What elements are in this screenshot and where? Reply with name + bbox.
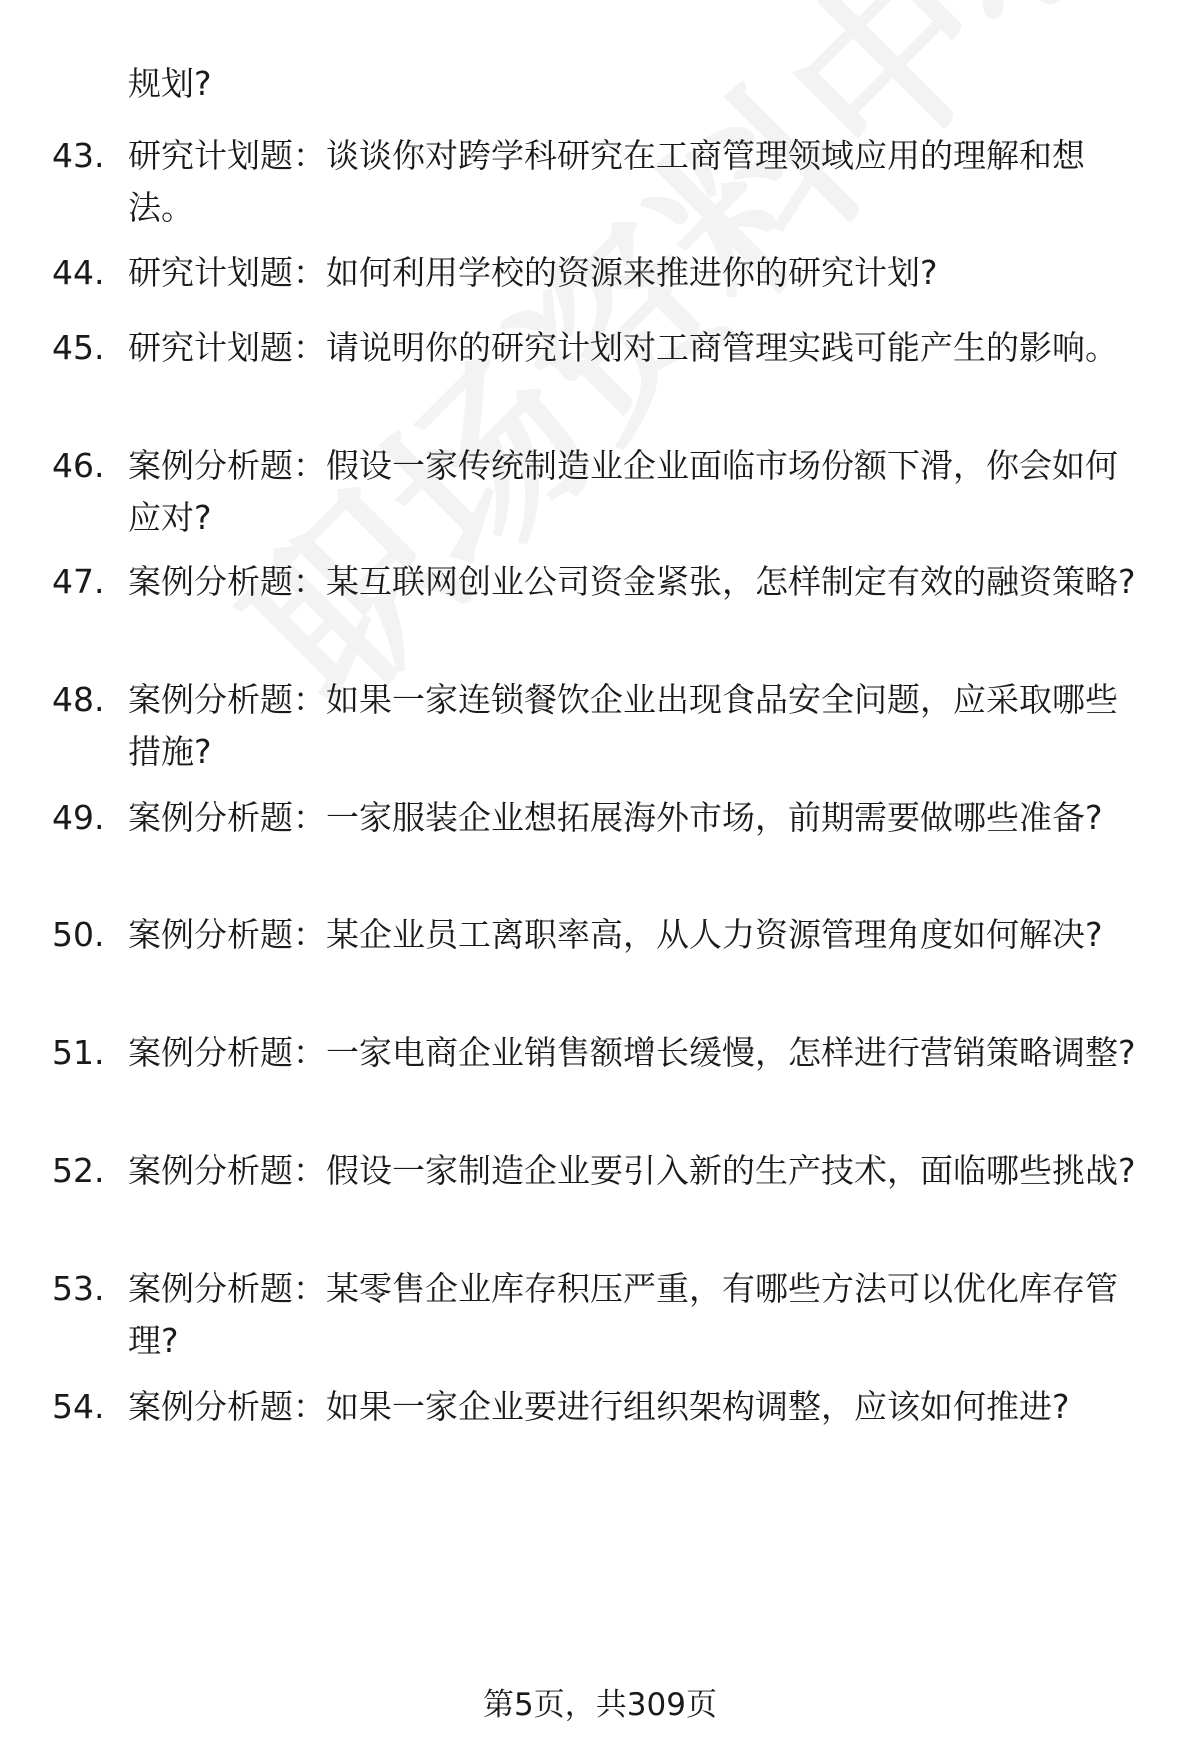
question-text: 案例分析题：某互联网创业公司资金紧张，怎样制定有效的融资策略? — [128, 562, 1136, 601]
page-footer: 第5页，共309页 — [483, 1687, 717, 1723]
question-number: 44. — [52, 253, 105, 292]
question-text: 案例分析题：如果一家连锁餐饮企业出现食品安全问题，应采取哪些措施? — [128, 680, 1118, 771]
question-number: 49. — [52, 798, 105, 837]
question-number: 46. — [52, 446, 105, 485]
question-number: 47. — [52, 562, 105, 601]
question-number: 51. — [52, 1033, 105, 1072]
question-text: 案例分析题：某零售企业库存积压严重，有哪些方法可以优化库存管理? — [128, 1269, 1118, 1360]
question-text: 案例分析题：如果一家企业要进行组织架构调整，应该如何推进? — [128, 1387, 1070, 1426]
question-text: 研究计划题：如何利用学校的资源来推进你的研究计划? — [128, 253, 938, 292]
question-number: 45. — [52, 328, 105, 367]
watermark — [180, 0, 1179, 753]
question-number: 52. — [52, 1151, 105, 1190]
question-text: 研究计划题：请说明你的研究计划对工商管理实践可能产生的影响。 — [128, 328, 1118, 367]
question-number: 48. — [52, 680, 105, 719]
question-number: 53. — [52, 1269, 105, 1308]
question-text: 案例分析题：一家服装企业想拓展海外市场，前期需要做哪些准备? — [128, 798, 1103, 837]
question-number: 50. — [52, 915, 105, 954]
question-text: 案例分析题：假设一家制造企业要引入新的生产技术，面临哪些挑战? — [128, 1151, 1136, 1190]
question-text: 案例分析题：一家电商企业销售额增长缓慢，怎样进行营销策略调整? — [128, 1033, 1136, 1072]
question-number: 43. — [52, 136, 105, 175]
question-text: 规划? — [128, 64, 212, 103]
question-text: 案例分析题：某企业员工离职率高，从人力资源管理角度如何解决? — [128, 915, 1103, 954]
question-number: 54. — [52, 1387, 105, 1426]
question-text: 案例分析题：假设一家传统制造业企业面临市场份额下滑，你会如何应对? — [128, 446, 1118, 537]
question-text: 研究计划题：谈谈你对跨学科研究在工商管理领域应用的理解和想法。 — [128, 136, 1085, 227]
